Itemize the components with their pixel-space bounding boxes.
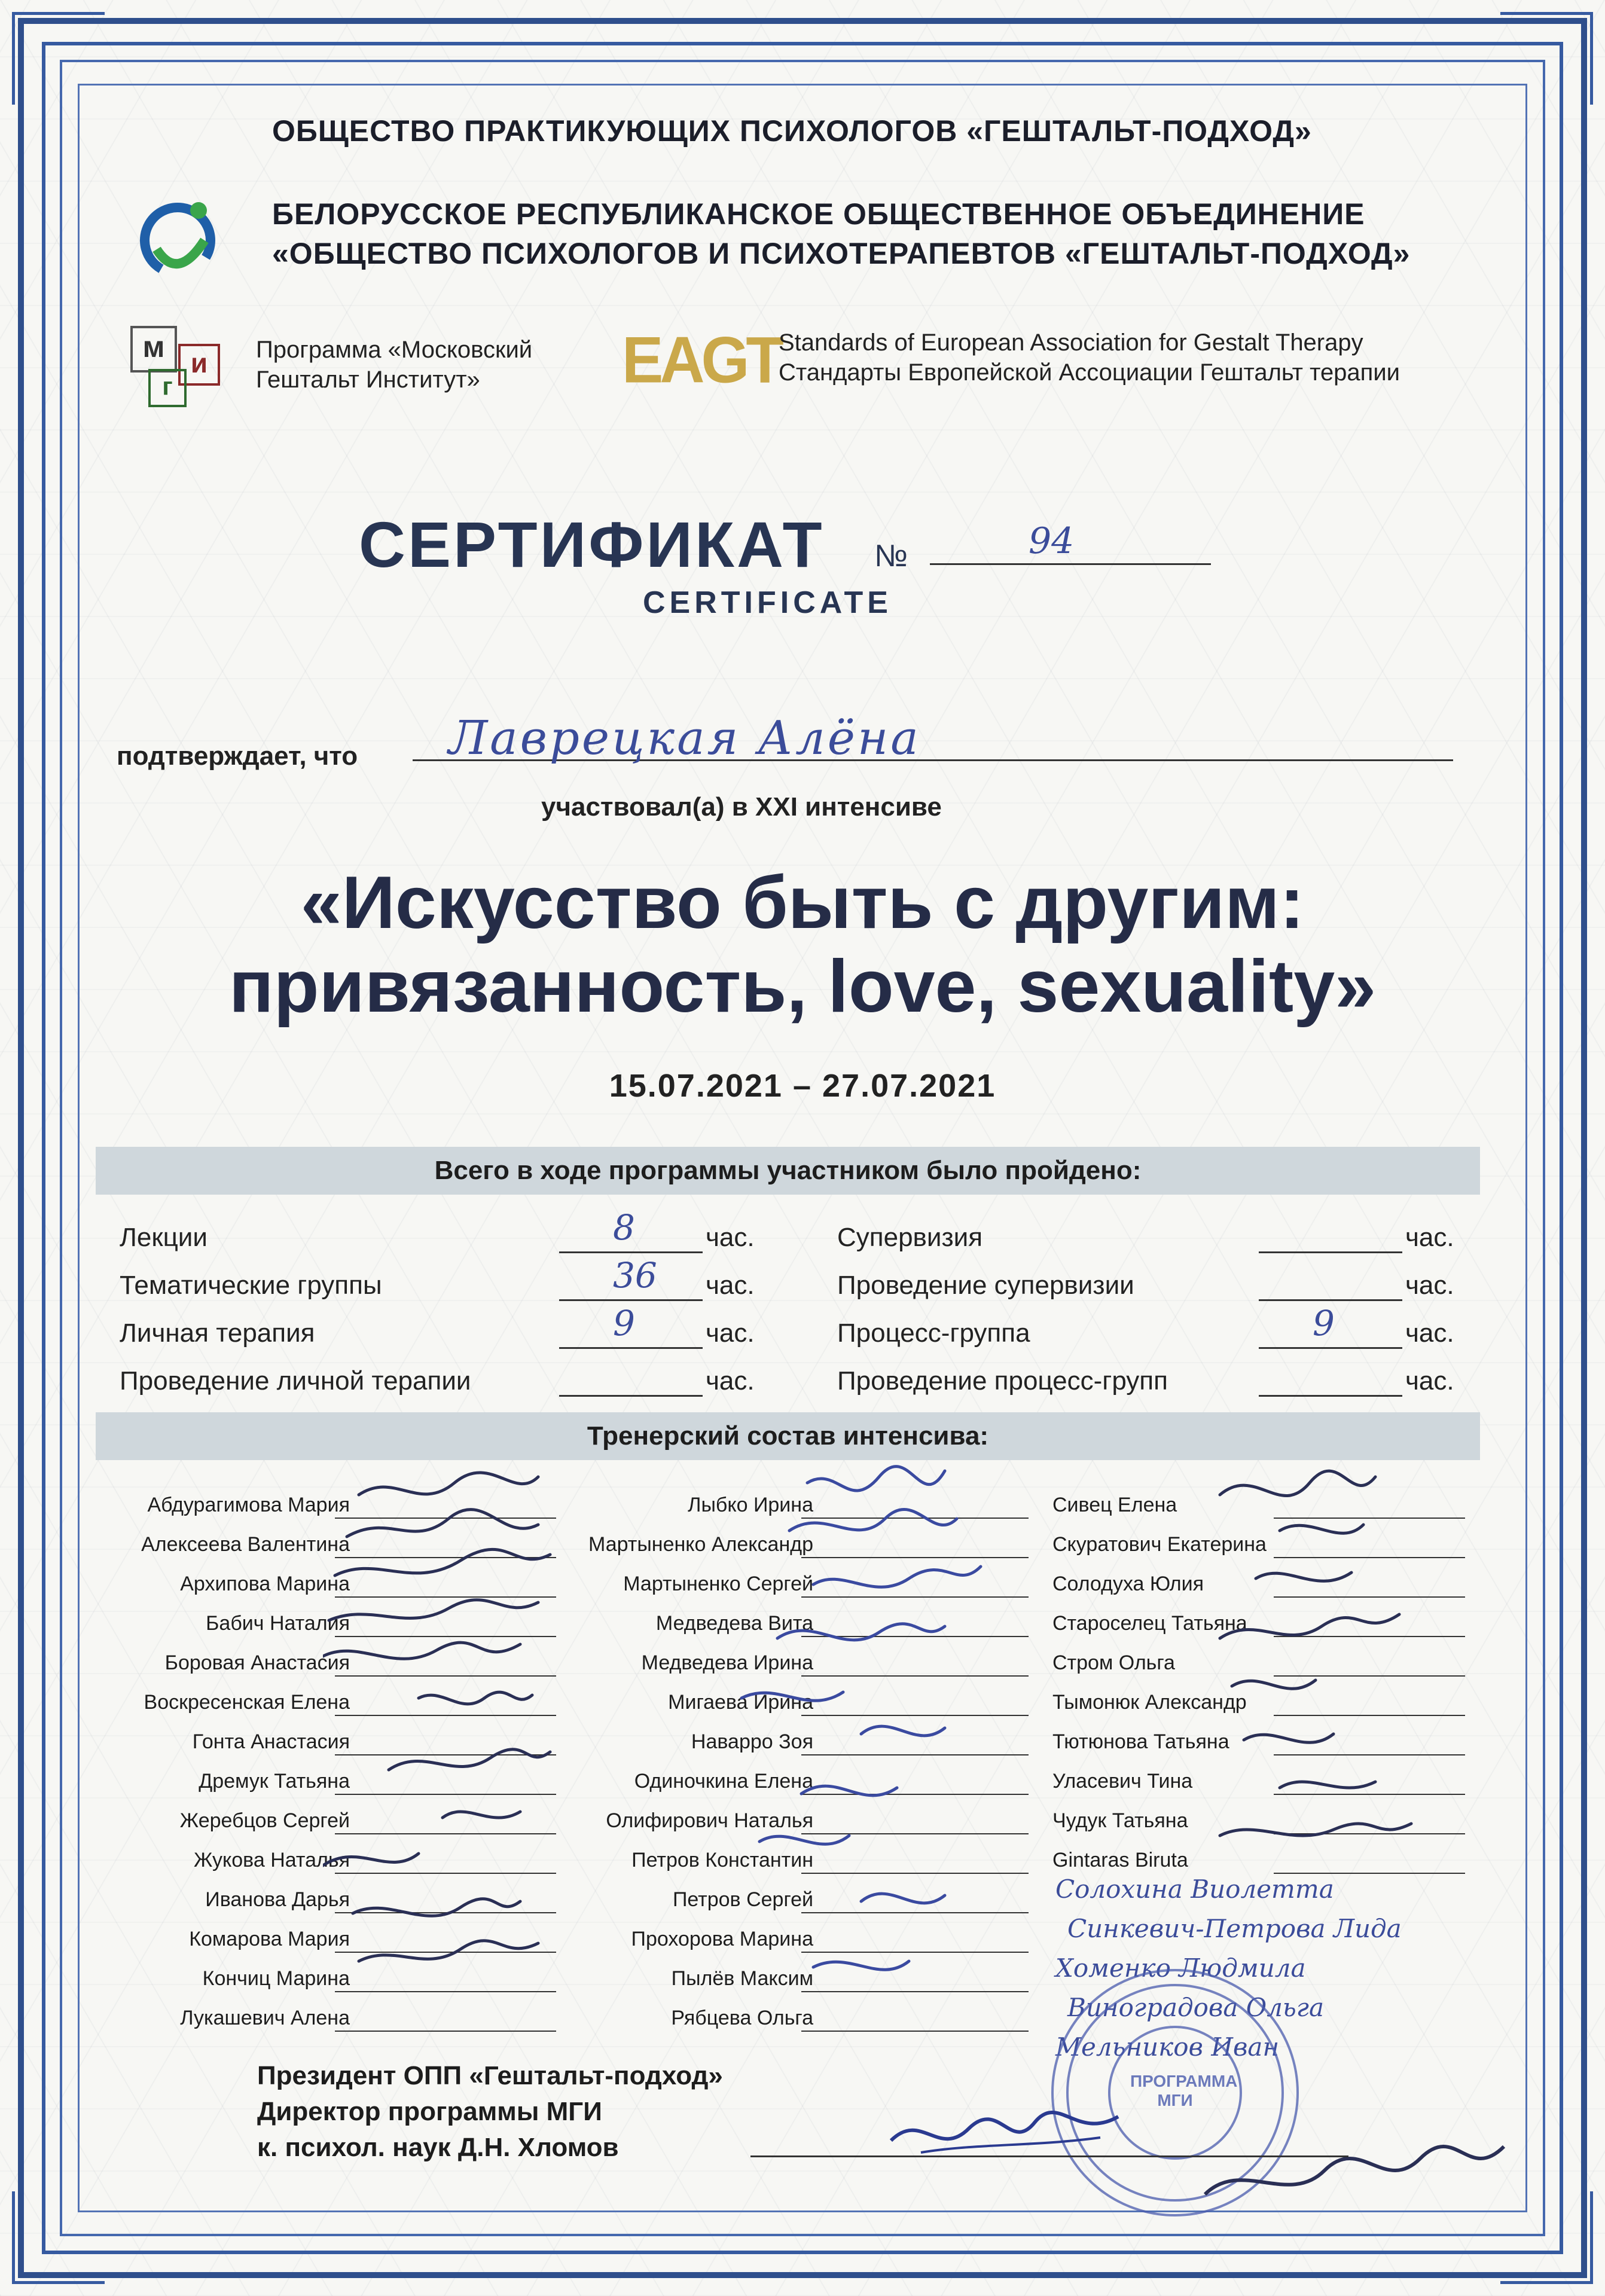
trainer-name: Мартыненко Сергей <box>623 1573 813 1595</box>
hours-left-row-unit: час. <box>706 1223 755 1252</box>
trainer-signature-line <box>801 1833 1029 1834</box>
trainer-signature-line <box>1274 1557 1465 1558</box>
trainer-name: Дремук Татьяна <box>199 1770 350 1793</box>
stamp-center-line-1: ПРОГРАММА <box>1130 2072 1238 2090</box>
trainer-name: Gintaras Biruta <box>1052 1849 1188 1871</box>
hours-left-row-label: Проведение личной терапии <box>120 1366 471 1396</box>
handwritten-trainer-name: Солохина Виолетта <box>1055 1874 1334 1904</box>
stamp-center-line-2: МГИ <box>1157 2091 1193 2109</box>
trainer-name: Петров Константин <box>631 1849 813 1871</box>
trainer-signature-line <box>801 1636 1029 1637</box>
trainer-name: Уласевич Тина <box>1052 1770 1193 1793</box>
handwritten-trainer-name: Хоменко Людмила <box>1055 1953 1306 1983</box>
trainer-signature-line <box>801 1518 1029 1519</box>
association-line-2: «ОБЩЕСТВО ПСИХОЛОГОВ И ПСИХОТЕРАПЕВТОВ «ГЕШТАЛЬТ-ПОДХОД» <box>272 237 1411 270</box>
trainer-name: Медведева Ирина <box>641 1651 813 1674</box>
corner-ornament <box>12 12 105 105</box>
trainer-name: Боровая Анастасия <box>164 1651 350 1674</box>
trainers-band-title: Тренерский состав интенсива: <box>96 1412 1480 1460</box>
trainer-name: Мартыненко Александр <box>588 1533 813 1556</box>
trainer-signature-line <box>335 1833 556 1834</box>
hours-left-row-value-line <box>559 1299 703 1301</box>
hours-left-row-value-line <box>559 1395 703 1397</box>
hours-left-row-label: Тематические группы <box>120 1271 382 1300</box>
hours-right-row-value: 9 <box>1313 1303 1335 1344</box>
association-line-1: БЕЛОРУССКОЕ РЕСПУБЛИКАНСКОЕ ОБЩЕСТВЕННОЕ ОБЪЕДИНЕНИЕ <box>272 197 1365 231</box>
org-name: ОБЩЕСТВО ПРАКТИКУЮЩИХ ПСИХОЛОГОВ «ГЕШТАЛЬТ-ПОДХОД» <box>272 114 1312 148</box>
trainer-name: Наварро Зоя <box>691 1730 813 1753</box>
trainer-signature-line <box>801 1912 1029 1913</box>
trainer-signature-line <box>801 1557 1029 1558</box>
trainer-signature-line <box>801 1873 1029 1874</box>
trainer-name: Староселец Татьяна <box>1052 1612 1247 1635</box>
trainer-name: Воскресенская Елена <box>144 1691 350 1714</box>
president-line-2: Директор программы МГИ <box>257 2097 602 2126</box>
trainer-name: Лукашевич Алена <box>180 2007 350 2029</box>
trainer-signature-line <box>335 1794 556 1795</box>
hours-right-row-value-line <box>1259 1251 1402 1253</box>
trainer-signature-line <box>801 1715 1029 1716</box>
participation-text: участвовал(а) в XXI интенсиве <box>541 792 942 822</box>
eagt-logo-text: EAGT <box>622 324 780 397</box>
corner-ornament <box>12 2191 105 2284</box>
hours-right-row-label: Процесс-группа <box>837 1318 1030 1348</box>
intensive-title <box>0 861 1605 1028</box>
trainer-name: Жеребцов Сергей <box>179 1809 350 1832</box>
trainer-signature-line <box>801 1952 1029 1953</box>
trainer-name: Медведева Вита <box>655 1612 813 1635</box>
intensive-title-line-1: «Искусство быть с другим: <box>300 862 1305 944</box>
trainer-name: Скуратович Екатерина <box>1052 1533 1267 1556</box>
hours-left-row-label: Лекции <box>120 1223 208 1252</box>
trainer-name: Алексеева Валентина <box>141 1533 350 1556</box>
mgi-logo-m: м <box>130 326 177 373</box>
eagt-standards-text <box>779 328 1400 387</box>
mgi-line-2: Гештальт Институт» <box>256 367 480 393</box>
hours-left-row-value: 36 <box>613 1255 657 1296</box>
trainer-name: Бабич Наталия <box>206 1612 350 1635</box>
trainer-name: Тымонюк Александр <box>1052 1691 1247 1714</box>
hours-right-row-label: Проведение супервизии <box>837 1271 1134 1300</box>
president-block <box>257 2058 723 2166</box>
corner-ornament <box>1500 12 1593 105</box>
trainer-signature-line <box>335 1912 556 1913</box>
trainer-signature-line <box>801 1754 1029 1755</box>
hours-right-row-label: Проведение процесс-групп <box>837 1366 1168 1396</box>
trainer-signature-line <box>1274 1636 1465 1637</box>
trainer-signature-line <box>335 1557 556 1558</box>
mgi-logo-i: и <box>178 344 220 386</box>
certificate-number-value: 94 <box>1029 520 1075 562</box>
handwritten-trainer-name: Виноградова Ольга <box>1067 1993 1325 2022</box>
trainer-name: Пылёв Максим <box>671 1967 813 1990</box>
trainer-signature-line <box>1274 1873 1465 1874</box>
certificate-subtitle: CERTIFICATE <box>643 585 892 620</box>
trainer-signature-line <box>335 1518 556 1519</box>
eagt-line-1: Standards of European Association for Gestalt Therapy <box>779 329 1363 356</box>
trainer-signature-line <box>335 1952 556 1953</box>
intensive-title-line-2: привязанность, love, sexuality» <box>228 945 1377 1028</box>
trainer-signature-line <box>801 1675 1029 1677</box>
trainer-signature-line <box>335 1873 556 1874</box>
mgi-logo <box>130 326 226 404</box>
hours-left-row-value-line <box>559 1251 703 1253</box>
trainer-name: Тютюнова Татьяна <box>1052 1730 1229 1753</box>
certificate-number-line <box>930 563 1211 565</box>
president-line-3: к. психол. наук Д.Н. Хломов <box>257 2133 619 2162</box>
trainer-signature-line <box>1274 1596 1465 1598</box>
hours-right-row-value-line <box>1259 1347 1402 1349</box>
hours-left-row-unit: час. <box>706 1318 755 1348</box>
hours-left-row-unit: час. <box>706 1271 755 1300</box>
trainer-signature-line <box>335 1754 556 1755</box>
hours-right-row-unit: час. <box>1405 1223 1454 1252</box>
trainer-name: Иванова Дарья <box>205 1888 350 1911</box>
trainer-signature-line <box>335 1636 556 1637</box>
mgi-logo-g: г <box>148 369 187 407</box>
trainer-signature-line <box>1274 1518 1465 1519</box>
trainer-name: Прохорова Марина <box>631 1928 813 1950</box>
trainer-signature-line <box>335 1991 556 1992</box>
hours-right-row-unit: час. <box>1405 1318 1454 1348</box>
stamp-center-text <box>1130 2072 1238 2110</box>
trainer-name: Абдурагимова Мария <box>147 1494 350 1516</box>
hours-left-row-value: 9 <box>613 1303 635 1344</box>
trainer-signature-line <box>801 1991 1029 1992</box>
trainer-name: Жукова Наталья <box>194 1849 350 1871</box>
trainer-signature-line <box>335 1715 556 1716</box>
hours-right-row-value-line <box>1259 1299 1402 1301</box>
certificate-number-label: № <box>874 539 908 573</box>
eagt-logo <box>622 324 780 397</box>
trainer-name: Олифирович Наталья <box>606 1809 813 1832</box>
hours-left-row-label: Личная терапия <box>120 1318 315 1348</box>
gestalt-logo-icon <box>133 193 222 282</box>
official-stamp-icon <box>1038 1943 1528 2224</box>
hours-left-row-value: 8 <box>613 1207 635 1248</box>
trainer-signature-line <box>801 2031 1029 2032</box>
trainer-name: Петров Сергей <box>672 1888 813 1911</box>
trainer-name: Кончиц Марина <box>202 1967 350 1990</box>
hours-band-title: Всего в ходе программы участником было пройдено: <box>96 1147 1480 1195</box>
trainer-signature-line <box>801 1794 1029 1795</box>
hours-right-row-unit: час. <box>1405 1366 1454 1396</box>
recipient-name: Лаврецкая Алёна <box>448 712 921 765</box>
trainer-name: Архипова Марина <box>180 1573 350 1595</box>
trainer-name: Комарова Мария <box>189 1928 350 1950</box>
trainer-name: Рябцева Ольга <box>671 2007 813 2029</box>
hours-right-row-unit: час. <box>1405 1271 1454 1300</box>
trainer-name: Стром Ольга <box>1052 1651 1175 1674</box>
trainer-signature-line <box>335 1596 556 1598</box>
president-signature-line <box>750 2155 1348 2157</box>
trainer-name: Одиночкина Елена <box>634 1770 813 1793</box>
association-name <box>272 194 1411 273</box>
mgi-line-1: Программа «Московский <box>256 337 533 363</box>
president-line-1: Президент ОПП «Гештальт-подход» <box>257 2061 723 2090</box>
trainer-name: Лыбко Ирина <box>688 1494 813 1516</box>
mgi-program-text <box>256 335 532 395</box>
hours-left-row-value-line <box>559 1347 703 1349</box>
trainer-name: Солодуха Юлия <box>1052 1573 1204 1595</box>
trainer-name: Гонта Анастасия <box>192 1730 350 1753</box>
hours-right-row-label: Супервизия <box>837 1223 983 1252</box>
trainer-signature-line <box>1274 1754 1465 1755</box>
trainer-signature-line <box>335 1675 556 1677</box>
hours-right-row-value-line <box>1259 1395 1402 1397</box>
confirm-label: подтверждает, что <box>117 741 358 771</box>
handwritten-trainer-name: Синкевич-Петрова Лида <box>1067 1914 1402 1943</box>
handwritten-trainer-name: Мельников Иван <box>1055 2032 1280 2062</box>
eagt-line-2: Стандарты Европейской Ассоциации Гештальт терапии <box>779 359 1400 386</box>
trainer-name: Сивец Елена <box>1052 1494 1177 1516</box>
trainer-signature-line <box>1274 1833 1465 1834</box>
trainer-signature-line <box>801 1596 1029 1598</box>
trainer-signature-line <box>335 2031 556 2032</box>
intensive-dates: 15.07.2021 – 27.07.2021 <box>609 1068 996 1104</box>
trainer-name: Мигаева Ирина <box>668 1691 813 1714</box>
trainer-signature-line <box>1274 1675 1465 1677</box>
hours-left-row-unit: час. <box>706 1366 755 1396</box>
trainer-signature-line <box>1274 1715 1465 1716</box>
trainer-signature-line <box>1274 1794 1465 1795</box>
trainer-name: Чудук Татьяна <box>1052 1809 1188 1832</box>
certificate-title: СЕРТИФИКАТ <box>359 508 825 581</box>
